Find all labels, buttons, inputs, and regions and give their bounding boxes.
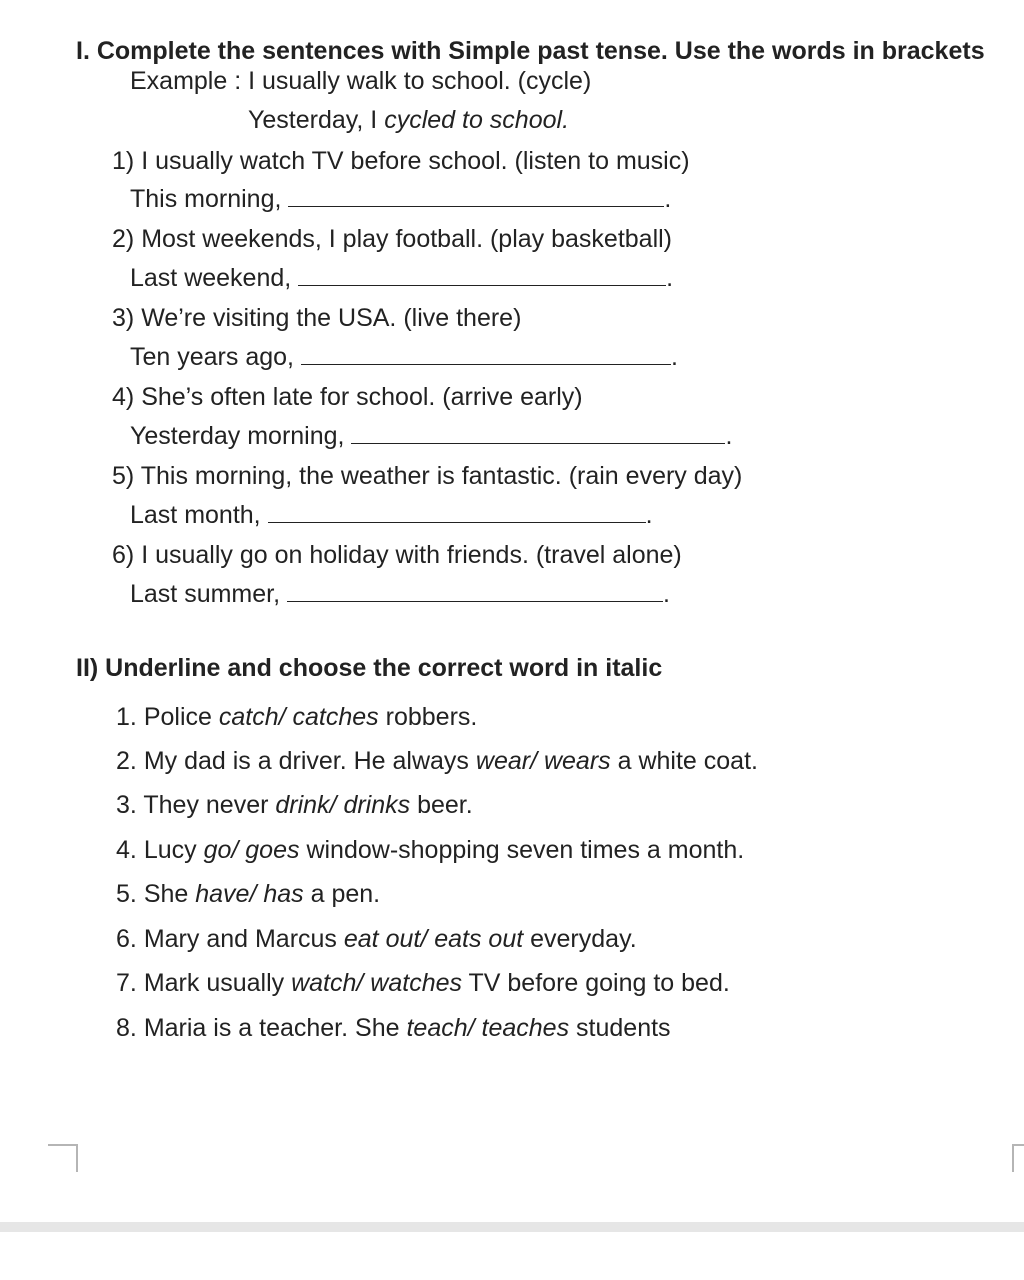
word-choice[interactable]: go/ goes <box>203 836 300 864</box>
item-sentence: This morning, the weather is fantastic. (rain every day) <box>140 462 743 490</box>
word-choice[interactable]: wear/ wears <box>475 747 611 775</box>
item-number: 1. <box>116 703 137 731</box>
answer-blank[interactable] <box>351 421 725 444</box>
item-before: Lucy <box>143 836 197 864</box>
item-before: My dad is a driver. He always <box>143 747 469 775</box>
example-answer-prefix: Yesterday, I <box>248 106 378 134</box>
word-choice[interactable]: eat out/ eats out <box>343 925 524 953</box>
choice-item-5 <box>116 879 380 909</box>
word-choice[interactable]: catch/ catches <box>218 703 379 731</box>
answer-blank[interactable] <box>301 342 671 365</box>
choice-item-4 <box>116 835 744 865</box>
page-corner-mark-left <box>48 1144 78 1172</box>
example-answer-italic: cycled to school. <box>384 106 570 134</box>
answer-blank[interactable] <box>298 263 666 286</box>
word-choice[interactable]: teach/ teaches <box>406 1014 570 1042</box>
item-number: 8. <box>116 1014 137 1042</box>
item-after: a pen. <box>310 880 381 908</box>
item-number: 5. <box>116 880 137 908</box>
item-after: students <box>576 1014 671 1042</box>
item-number: 5) <box>112 462 135 490</box>
word-choice[interactable]: have/ has <box>195 880 304 908</box>
answer-blank[interactable] <box>268 500 646 523</box>
item-after: everyday. <box>530 925 637 953</box>
item-number: 2. <box>116 747 137 775</box>
exercise4-answer-line: Yesterday morning, . <box>130 422 733 450</box>
exercise1-sentence <box>112 146 690 176</box>
item-number: 3. <box>116 791 137 819</box>
item-number: 4) <box>112 383 135 411</box>
item-after: beer. <box>417 791 473 819</box>
exercise6-answer-line: Last summer, . <box>130 580 670 608</box>
item-before: Mary and Marcus <box>143 925 344 953</box>
item-prompt: Last summer, <box>130 580 281 608</box>
example-label: Example : I usually walk to school. (cycle) <box>130 67 592 95</box>
section2-heading: II) Underline and choose the correct word in italic <box>76 654 663 682</box>
item-number: 7. <box>116 969 137 997</box>
item-sentence: We’re visiting the USA. (live there) <box>141 304 522 332</box>
example-answer <box>248 105 569 135</box>
answer-blank[interactable] <box>288 184 664 207</box>
item-sentence: Most weekends, I play football. (play basketball) <box>141 225 673 253</box>
page-corner-mark-right <box>1012 1144 1024 1172</box>
item-number: 2) <box>112 225 135 253</box>
item-sentence: I usually watch TV before school. (listen to music) <box>141 147 690 175</box>
exercise5-answer-line: Last month, . <box>130 501 653 529</box>
item-number: 3) <box>112 304 135 332</box>
exercise3-answer-line: Ten years ago, . <box>130 343 678 371</box>
exercise4-sentence <box>112 382 583 412</box>
exercise1-answer-line: This morning, . <box>130 185 672 213</box>
word-choice[interactable]: drink/ drinks <box>275 791 411 819</box>
choice-item-7 <box>116 968 730 998</box>
exercise6-sentence <box>112 540 682 570</box>
item-after: a white coat. <box>617 747 758 775</box>
section1-heading: I. Complete the sentences with Simple past tense. Use the words in brackets <box>76 37 985 65</box>
item-after: robbers. <box>385 703 478 731</box>
item-prompt: Yesterday morning, <box>130 422 345 450</box>
item-after: window-shopping seven times a month. <box>306 836 745 864</box>
item-before: They never <box>143 791 269 819</box>
item-prompt: Last weekend, <box>130 264 292 292</box>
choice-item-8 <box>116 1013 671 1043</box>
item-after: TV before going to bed. <box>468 969 730 997</box>
exercise2-answer-line: Last weekend, . <box>130 264 674 292</box>
item-number: 1) <box>112 147 135 175</box>
word-choice[interactable]: watch/ watches <box>291 969 463 997</box>
item-prompt: Ten years ago, <box>130 343 294 371</box>
exercise3-sentence <box>112 303 521 333</box>
choice-item-2 <box>116 746 758 776</box>
choice-item-6 <box>116 924 637 954</box>
item-before: She <box>143 880 189 908</box>
exercise2-sentence <box>112 224 672 254</box>
item-sentence: She’s often late for school. (arrive early) <box>141 383 583 411</box>
item-prompt: This morning, <box>130 185 282 213</box>
exercise5-sentence <box>112 461 742 491</box>
answer-blank[interactable] <box>287 579 663 602</box>
item-before: Police <box>143 703 212 731</box>
item-number: 6) <box>112 541 135 569</box>
item-number: 6. <box>116 925 137 953</box>
page-separator <box>0 1222 1024 1232</box>
choice-item-3 <box>116 790 473 820</box>
item-prompt: Last month, <box>130 501 261 529</box>
item-before: Mark usually <box>143 969 285 997</box>
item-before: Maria is a teacher. She <box>143 1014 400 1042</box>
item-number: 4. <box>116 836 137 864</box>
choice-item-1 <box>116 702 477 732</box>
item-sentence: I usually go on holiday with friends. (travel alone) <box>141 541 682 569</box>
